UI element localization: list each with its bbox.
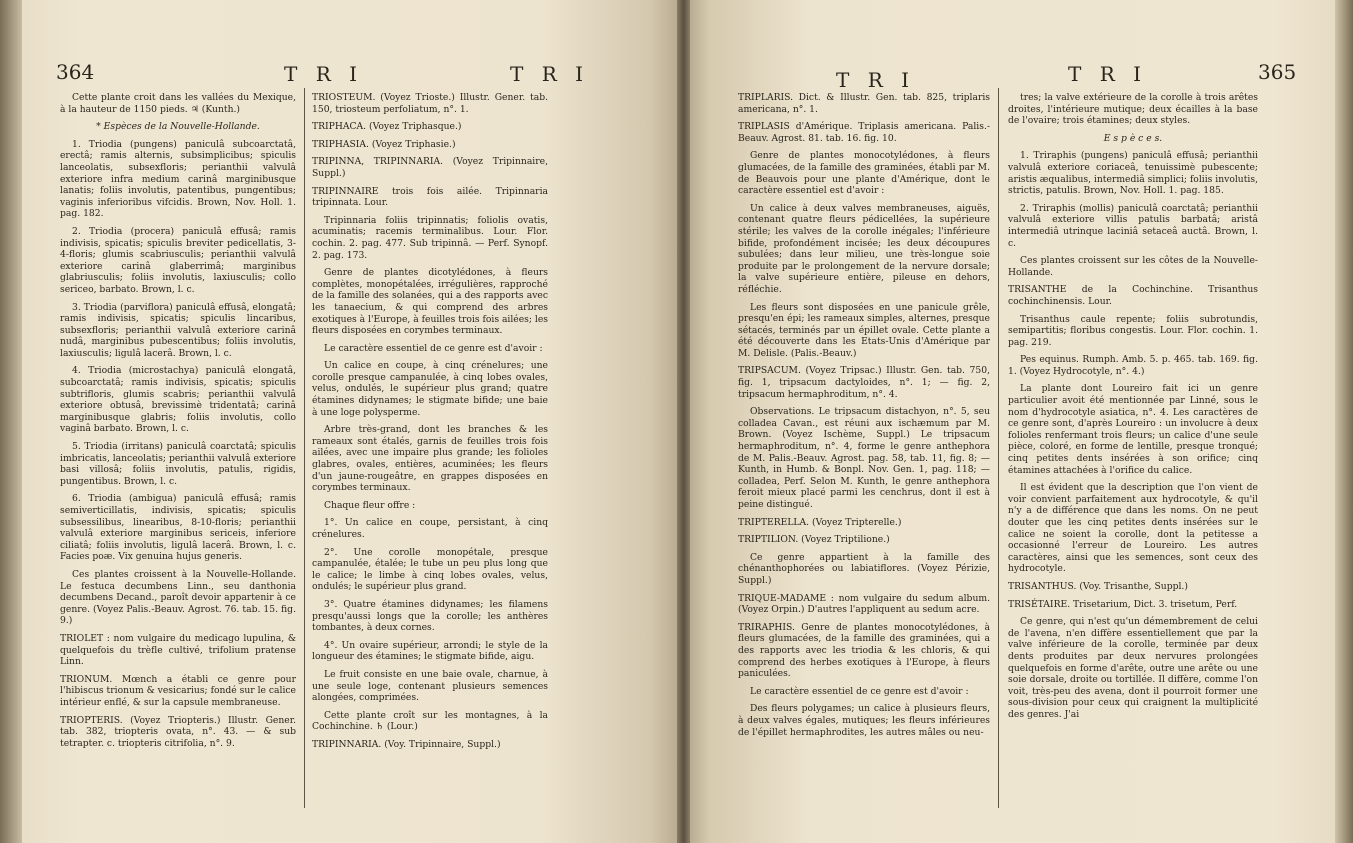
paragraph: Le caractère essentiel de ce genre est d'avoir :: [324, 342, 543, 354]
left-page-edge: [0, 0, 22, 843]
paragraph: TRIPTILION. (Voyez Triptilione.): [738, 534, 890, 546]
paragraph: 5. Triodia (irritans) paniculâ coarctatâ; spiculis imbricatis, lanceolatis; perianthii valvulâ exteriore basi villosâ; foliis involutis, patulis, rigidis, pungentibus. Brown, l. c.: [60, 441, 296, 487]
paragraph: 1. Triraphis (pungens) paniculâ effusâ; perianthii valvulâ exteriore coriaceâ, tenuissimè pubescente; aristis æqualibus, intermediâ simplici; foliis involutis, strictis, patulis. Brown, Nov. Holl. 1. pag. 185.: [1008, 150, 1258, 197]
right-page-number: 365: [1258, 60, 1297, 84]
left-page-column-1: [60, 92, 296, 755]
left-page-number: 364: [56, 60, 95, 84]
paragraph: Le fruit consiste en une baie ovale, charnue, à une seule loge, contenant plusieurs semences alongées, comprimées.: [312, 668, 548, 704]
paragraph: 2. Triraphis (mollis) paniculâ coarctatâ; perianthii valvulâ exteriore villis patulis barbatâ; aristâ intermediâ utrinque laciniâ setaceâ auctâ. Brown, l. c.: [1008, 202, 1258, 249]
paragraph: 2. Triodia (procera) paniculâ effusâ; ramis indivisis, spicatis; spiculis breviter pedicellatis, 3-4-floris; glumis scabriusculis; perianthii valvulâ exteriore carinâ glaberrimâ; marginibus glabriusculis; foliis involutis, laxiusculis; collo sericeo, barbato. Brown, l. c.: [60, 225, 296, 295]
left-running-header-2: T R I: [510, 62, 590, 86]
paragraph: TRISANTHE de la Cochinchine. Trisanthus cochinchinensis. Lour.: [1008, 284, 1258, 307]
paragraph: Il est évident que la description que l'on vient de voir convient parfaitement aux hydrocotyle, & qu'il n'y a de différence que dans les noms. On ne peut douter que les cinq petites dents insérées sur le calice ne soient la corolle, dont la petitesse a occasionné l'erreur de Loureiro. Les autres caractères, ainsi que les semences, sont ceux des hydrocotyle.: [1008, 482, 1258, 575]
paragraph: 4. Triodia (microstachya) paniculâ elongatâ, subcoarctatâ; ramis indivisis, spicatis; spiculis subtrifloris, glumis scabris; perianthii valvulâ exteriore obtusâ, brevissimè tridentatâ; carinâ marginibusque glabris; foliis involutis, collo vaginâ barbato. Brown, l. c.: [60, 365, 296, 435]
paragraph: 1°. Un calice en coupe, persistant, à cinq crénelures.: [312, 517, 548, 540]
paragraph: E s p è c e s.: [1103, 132, 1163, 144]
paragraph: TRIPLARIS. Dict. & Illustr. Gen. tab. 825, triplaris americana, n°. 1.: [738, 92, 990, 115]
paragraph: Ce genre appartient à la famille des chénanthophorées ou labiatiflores. (Voyez Périzie, Suppl.): [738, 551, 990, 586]
paragraph: 3. Triodia (parviflora) paniculâ effusâ, elongatâ; ramis indivisis, spicatis; spiculis lincaribus, subsexfloris; perianthii valvulâ exteriore carinâ nudâ, marginibus pubescentibus; foliis involutis, laxiusculis; ligulâ lacerâ. Brown, l. c.: [60, 301, 296, 359]
paragraph: Cette plante croit dans les vallées du Mexique, à la hauteur de 1150 pieds. ♃ (Kunth.): [60, 92, 296, 115]
paragraph: Cette plante croît sur les montagnes, à la Cochinchine. ♄ (Lour.): [312, 709, 548, 733]
paragraph: TRIOLET : nom vulgaire du medicago lupulina, & quelquefois du trèfle cultivé, trifolium pratense Linn.: [60, 632, 296, 668]
paragraph: TRIPHACA. (Voyez Triphasque.): [312, 121, 462, 133]
right-page: [690, 0, 1353, 843]
book-gutter: [677, 0, 690, 843]
right-running-header-2: T R I: [1068, 62, 1148, 86]
right-page-column-2: [1008, 92, 1258, 727]
paragraph: Chaque fleur offre :: [324, 499, 416, 511]
paragraph: Trisanthus caule repente; foliis subrotundis, semipartitis; floribus congestis. Lour. Flor. cochin. 1. pag. 219.: [1008, 313, 1258, 348]
paragraph: Le caractère essentiel de ce genre est d'avoir :: [750, 685, 969, 697]
paragraph: 1. Triodia (pungens) paniculâ subcoarctatâ, erectâ; ramis alternis, subsimplicibus; spiculis lanceolatis, subsexfloris; perianthii valvulâ exteriore infra medium carinâ marginibusque lanatis; foliis involutis, patentibus, pungentibus; vaginis inferioribus vifcidis. Brown, Nov. Holl. 1. pag. 182.: [60, 138, 296, 220]
paragraph: TRIPLASIS d'Amérique. Triplasis americana. Palis.-Beauv. Agrost. 81. tab. 16. fig. 10.: [738, 121, 990, 144]
paragraph: TRIOPTERIS. (Voyez Triopteris.) Illustr. Gener. tab. 382, triopteris ovata, n°. 43. — & sub tetrapter. c. triopteris citrifolia, n°. 9.: [60, 714, 296, 749]
paragraph: TRIONUM. Mœnch a établi ce genre pour l'hibiscus trionum & vesicarius; fondé sur le calice intérieur enflé, & sur la capsule membraneuse.: [60, 673, 296, 708]
paragraph: Pes equinus. Rumph. Amb. 5. p. 465. tab. 169. fig. 1. (Voyez Hydrocotyle, n°. 4.): [1008, 354, 1258, 377]
paragraph: TRISANTHUS. (Voy. Trisanthe, Suppl.): [1008, 580, 1188, 592]
paragraph: 2°. Une corolle monopétale, presque campanulée, étalée; le tube un peu plus long que le calice; le limbe à cinq lobes ovales, velus, ondulés; le supérieur plus grand.: [312, 546, 548, 593]
paragraph: Genre de plantes dicotylédones, à fleurs complètes, monopétalées, irrégulières, rapproché de la famille des solanées, qui a des rapports avec les tanaecium, & qui comprend des arbres exotiques à l'Europe, à feuilles trois fois ailées; les fleurs disposées en corymbes terminaux.: [312, 267, 549, 337]
paragraph: Tripinnaria foliis tripinnatis; foliolis ovatis, acuminatis; racemis terminalibus. Lour. Flor. cochin. 2. pag. 477. Sub tripinnâ. — Perf. Synopf. 2. pag. 173.: [312, 214, 548, 261]
right-page-edge: [1335, 0, 1353, 843]
paragraph: 3°. Quatre étamines didynames; les filamens presqu'aussi longs que la corolle; les anthères tombantes, à deux cornes.: [312, 598, 548, 634]
paragraph: * Espèces de la Nouvelle-Hollande.: [96, 121, 260, 133]
paragraph: 6. Triodia (ambigua) paniculâ effusâ; ramis semiverticillatis, indivisis, spicatis; spiculis subsessilibus, linearibus, 8-10-floris; perianthii valvulâ exteriore marginibus sericeis, inferiore ciliatâ; foliis involutis, ligulâ lacerâ. Brown, l. c. Facies poæ. Vix genuina hujus generis.: [60, 493, 296, 563]
paragraph: Observations. Le tripsacum distachyon, n°. 5, seu colladea Cavan., est réuni aux ischæmum par M. Brown. (Voyez Ischème, Suppl.) Le tripsacum hermaphroditum, n°. 4, forme le genre anthephora de M. Palis.-Beauv. Agrost. pag. 58, tab. 11, fig. 8; — Kunth, in Humb. & Bonpl. Nov. Gen. 1, pag. 118; — colladea, Perf. Selon M. Kunth, le genre anthephora feroit mieux placé parmi les cenchrus, dont il est à peine distingué.: [738, 406, 990, 510]
paragraph: TRIRAPHIS. Genre de plantes monocotylédones, à fleurs glumacées, de la famille des graminées, qui a des rapports avec les triodia & les chloris, & qui comprend des herbes exotiques à l'Europe, à fleurs paniculées.: [738, 621, 990, 680]
paragraph: TRIPTERELLA. (Voyez Tripterelle.): [738, 516, 902, 528]
left-page-column-2: [312, 92, 548, 757]
right-running-header-1: T R I: [836, 68, 916, 92]
paragraph: Un calice à deux valves membraneuses, aiguës, contenant quatre fleurs pédicellées, la supérieure stérile; les valves de la corolle inégales; l'inférieure bifide, profondément incisée; les deux découpures subulées; dans leur milieu, une très-longue soie produite par le prolongement de la nervure dorsale; la valve supérieure entière, pileuse en dehors, réfléchie.: [738, 202, 990, 295]
paragraph: La plante dont Loureiro fait ici un genre particulier avoit été mentionnée par Linné, sous le nom d'hydrocotyle asiatica, n°. 4. Les caractères de ce genre sont, d'après Loureiro : un involucre à deux folioles renfermant trois fleurs; un calice d'une seule pièce, coloré, en forme de lentille, presque tronqué; cinq petites dents insérées à son orifice; cinq étamines attachées à l'orifice du calice.: [1008, 383, 1258, 476]
paragraph: Un calice en coupe, à cinq crénelures; une corolle presque campanulée, à cinq lobes ovales, velus, ondulés, le supérieur plus grand; quatre étamines didynames; le stigmate bifide; une baie à une loge polysperme.: [312, 360, 548, 418]
paragraph: Les fleurs sont disposées en une panicule grêle, presqu'en épi; les rameaux simples, alternes, presque sétacés, terminés par un épillet ovale. Cette plante a été découverte dans les Etats-Unis d'Amérique par M. Delisle. (Palis.-Beauv.): [738, 301, 990, 359]
left-running-header-1: T R I: [284, 62, 364, 86]
paragraph: Ces plantes croissent à la Nouvelle-Hollande. Le festuca decumbens Linn., seu danthonia decumbens Decand., paroît devoir appartenir à ce genre. (Voyez Palis.-Beauv. Agrost. 76. tab. 15. fig. 9.): [60, 568, 296, 627]
paragraph: TRIQUE-MADAME : nom vulgaire du sedum album. (Voyez Orpin.) D'autres l'appliquent au sedum acre.: [738, 592, 990, 616]
paragraph: TRISÉTAIRE. Trisetarium, Dict. 3. trisetum, Perf.: [1008, 598, 1238, 610]
paragraph: Ces plantes croissent sur les côtes de la Nouvelle-Hollande.: [1008, 255, 1258, 278]
paragraph: TRIPINNARIA. (Voy. Tripinnaire, Suppl.): [312, 738, 501, 750]
paragraph: Ce genre, qui n'est qu'un démembrement de celui de l'avena, n'en diffère essentiellement que par la valve inférieure de la corolle, terminée par deux dents produites par deux nervures prolongées quelquefois en forme d'arête, outre une arête ou une soie dorsale, droite ou tortillée. Il diffère, comme l'on voit, très-peu des avena, dont il pourroit former une sous-division pour ceux qui craignent la multiplicité des genres. J'ai: [1008, 616, 1258, 720]
paragraph: TRIPINNAIRE trois fois ailée. Tripinnaria tripinnata. Lour.: [312, 185, 548, 209]
paragraph: 4°. Un ovaire supérieur, arrondi; le style de la longueur des étamines; le stigmate bifide, aigu.: [312, 639, 548, 663]
column-rule: [998, 88, 999, 808]
paragraph: tres; la valve extérieure de la corolle à trois arêtes droites, l'intérieure mutique; deux écailles à la base de l'ovaire; trois étamines; deux styles.: [1008, 92, 1258, 127]
right-page-column-1: [738, 92, 990, 744]
column-rule: [304, 88, 305, 808]
paragraph: Genre de plantes monocotylédones, à fleurs glumacées, de la famille des graminées, établi par M. de Beauvois pour une plante d'Amérique, dont le caractère essentiel est d'avoir :: [738, 150, 990, 197]
paragraph: TRIPSACUM. (Voyez Tripsac.) Illustr. Gen. tab. 750, fig. 1, tripsacum dactyloides, n°. 1; — fig. 2, tripsacum hermaphroditum, n°. 4.: [738, 365, 990, 400]
paragraph: TRIPINNA, TRIPINNARIA. (Voyez Tripinnaire, Suppl.): [312, 156, 548, 179]
paragraph: TRIPHASIA. (Voyez Triphasie.): [312, 138, 456, 150]
paragraph: Des fleurs polygames; un calice à plusieurs fleurs, à deux valves égales, mutiques; les fleurs inférieures de l'épillet hermaphrodites, les autres mâles ou neu-: [738, 703, 990, 738]
paragraph: TRIOSTEUM. (Voyez Trioste.) Illustr. Gener. tab. 150, triosteum perfoliatum, n°. 1.: [312, 92, 548, 115]
paragraph: Arbre très-grand, dont les branches & les rameaux sont étalés, garnis de feuilles trois fois ailées, avec une impaire plus grande; les folioles glabres, ovales, entières, acuminées; les fleurs d'un jaune-rougeâtre, en grappes disposées en corymbes terminaux.: [312, 424, 548, 494]
